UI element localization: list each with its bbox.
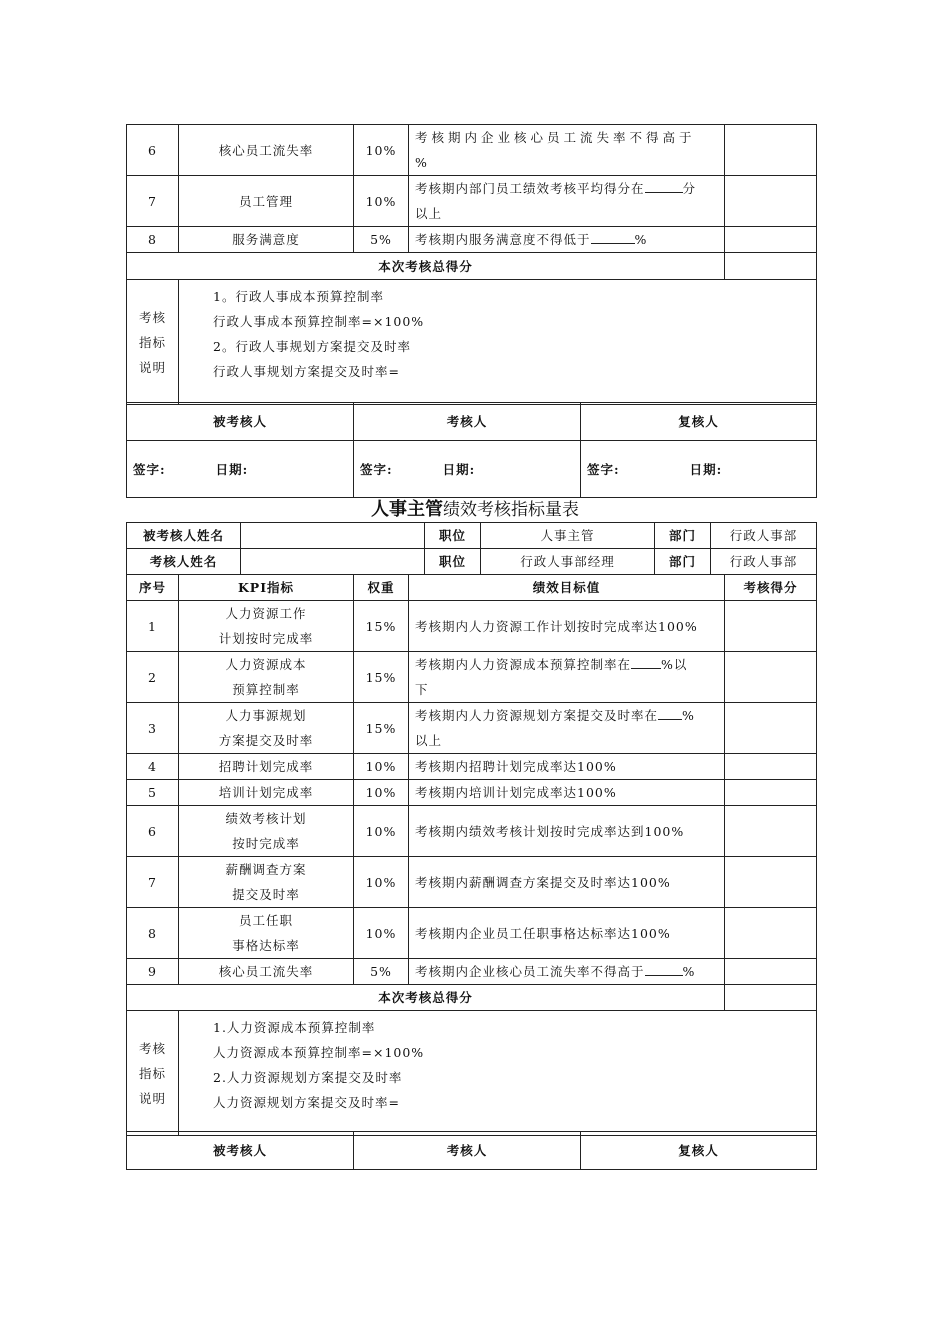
kpi-target: 考核期内培训计划完成率达100% xyxy=(409,780,725,806)
kpi-weight: 10% xyxy=(354,754,409,780)
signature-header-row xyxy=(127,403,817,441)
kpi-target: 考核期内人力资源规划方案提交及时率在 % 以上 xyxy=(409,703,725,754)
total-score-label: 本次考核总得分 xyxy=(127,985,725,1011)
table-row xyxy=(127,780,817,806)
kpi-target: 考核期内企业核心员工流失率不得高于 % xyxy=(409,959,725,985)
explanation-row xyxy=(127,1011,817,1136)
score-cell[interactable] xyxy=(725,703,817,754)
kpi-name: 服务满意度 xyxy=(179,227,354,253)
reviewer-header: 复核人 xyxy=(581,403,817,441)
row-number: 6 xyxy=(127,125,179,176)
assessee-signature[interactable]: 签字: 日期: xyxy=(127,441,354,498)
explanation-side-label: 考核 指标 说明 xyxy=(127,280,179,405)
kpi-weight: 5% xyxy=(354,959,409,985)
table-row xyxy=(127,806,817,857)
score-cell[interactable] xyxy=(725,754,817,780)
position-label: 职位 xyxy=(425,549,481,575)
explanation-line: 人力资源成本预算控制率=×100% xyxy=(213,1045,425,1060)
col-header-kpi: KPI指标 xyxy=(179,575,354,601)
kpi-table-continued xyxy=(126,124,817,405)
col-header-score: 考核得分 xyxy=(725,575,817,601)
score-cell[interactable] xyxy=(725,857,817,908)
kpi-header-row xyxy=(127,575,817,601)
score-cell[interactable] xyxy=(725,780,817,806)
kpi-target: 考核期内招聘计划完成率达100% xyxy=(409,754,725,780)
assessor-header: 考核人 xyxy=(354,403,581,441)
assessee-name-label: 被考核人姓名 xyxy=(127,523,241,549)
kpi-name: 核心员工流失率 xyxy=(179,125,354,176)
score-cell[interactable] xyxy=(725,908,817,959)
kpi-weight: 15% xyxy=(354,601,409,652)
form-title-role: 人事主管 xyxy=(371,499,443,520)
table-row xyxy=(127,703,817,754)
table-row xyxy=(127,227,817,253)
kpi-weight: 10% xyxy=(354,176,409,227)
score-cell[interactable] xyxy=(725,959,817,985)
department-value: 行政人事部 xyxy=(711,549,817,575)
kpi-target: 考核期内薪酬调查方案提交及时率达100% xyxy=(409,857,725,908)
reviewer-header: 复核人 xyxy=(581,1132,817,1170)
kpi-name: 人力资源成本 预算控制率 xyxy=(179,652,354,703)
kpi-target: 考核期内服务满意度不得低于 % xyxy=(409,227,725,253)
explanation-text xyxy=(179,1011,817,1136)
total-score-label: 本次考核总得分 xyxy=(127,253,725,280)
total-row xyxy=(127,985,817,1011)
table-row xyxy=(127,959,817,985)
info-row-assessee xyxy=(127,523,817,549)
table-row xyxy=(127,176,817,227)
fill-blank[interactable] xyxy=(631,656,661,669)
kpi-name: 人力资源工作 计划按时完成率 xyxy=(179,601,354,652)
signature-table-2 xyxy=(126,1131,817,1170)
explanation-line: 行政人事成本预算控制率=×100% xyxy=(213,314,425,329)
kpi-target: 考核期内企业核心员工流失率不得高于 % xyxy=(409,125,725,176)
row-number: 3 xyxy=(127,703,179,754)
col-header-no: 序号 xyxy=(127,575,179,601)
score-cell[interactable] xyxy=(725,601,817,652)
kpi-target: 考核期内绩效考核计划按时完成率达到100% xyxy=(409,806,725,857)
assessee-header: 被考核人 xyxy=(127,403,354,441)
row-number: 2 xyxy=(127,652,179,703)
kpi-name: 培训计划完成率 xyxy=(179,780,354,806)
kpi-weight: 10% xyxy=(354,806,409,857)
explanation-line: 2.人力资源规划方案提交及时率 xyxy=(213,1070,403,1085)
assessor-name-field[interactable] xyxy=(241,549,425,575)
kpi-weight: 15% xyxy=(354,703,409,754)
kpi-name: 招聘计划完成率 xyxy=(179,754,354,780)
table-row xyxy=(127,601,817,652)
row-number: 7 xyxy=(127,176,179,227)
row-number: 9 xyxy=(127,959,179,985)
row-number: 8 xyxy=(127,908,179,959)
score-cell[interactable] xyxy=(725,806,817,857)
table-row xyxy=(127,857,817,908)
kpi-target: 考核期内人力资源工作计划按时完成率达100% xyxy=(409,601,725,652)
score-cell[interactable] xyxy=(725,227,817,253)
score-cell[interactable] xyxy=(725,125,817,176)
kpi-weight: 10% xyxy=(354,908,409,959)
row-number: 6 xyxy=(127,806,179,857)
signature-table xyxy=(126,402,817,498)
assessor-header: 考核人 xyxy=(354,1132,581,1170)
department-label: 部门 xyxy=(655,549,711,575)
score-cell[interactable] xyxy=(725,652,817,703)
total-score-cell[interactable] xyxy=(725,253,817,280)
kpi-weight: 10% xyxy=(354,780,409,806)
kpi-weight: 10% xyxy=(354,125,409,176)
total-score-cell[interactable] xyxy=(725,985,817,1011)
fill-blank[interactable] xyxy=(645,180,683,193)
signature-row xyxy=(127,441,817,498)
position-value: 人事主管 xyxy=(481,523,655,549)
row-number: 7 xyxy=(127,857,179,908)
form-title-rest: 绩效考核指标量表 xyxy=(443,500,579,520)
fill-blank[interactable] xyxy=(658,707,682,720)
table-row xyxy=(127,125,817,176)
reviewer-signature[interactable]: 签字: 日期: xyxy=(581,441,817,498)
info-row-assessor xyxy=(127,549,817,575)
explanation-text xyxy=(179,280,817,405)
kpi-name: 绩效考核计划 按时完成率 xyxy=(179,806,354,857)
assessee-info-table xyxy=(126,522,817,575)
explanation-line: 2。行政人事规划方案提交及时率 xyxy=(213,339,411,354)
col-header-target: 绩效目标值 xyxy=(409,575,725,601)
total-row xyxy=(127,253,817,280)
kpi-name: 薪酬调查方案 提交及时率 xyxy=(179,857,354,908)
position-value: 行政人事部经理 xyxy=(481,549,655,575)
kpi-weight: 10% xyxy=(354,857,409,908)
table-row xyxy=(127,908,817,959)
assessor-signature[interactable]: 签字: 日期: xyxy=(354,441,581,498)
explanation-line: 行政人事规划方案提交及时率= xyxy=(213,364,400,379)
department-value: 行政人事部 xyxy=(711,523,817,549)
kpi-weight: 5% xyxy=(354,227,409,253)
row-number: 8 xyxy=(127,227,179,253)
table-row xyxy=(127,754,817,780)
fill-blank[interactable] xyxy=(645,963,683,976)
explanation-row xyxy=(127,280,817,405)
assessor-name-label: 考核人姓名 xyxy=(127,549,241,575)
explanation-line: 人力资源规划方案提交及时率= xyxy=(213,1095,400,1110)
assessee-name-field[interactable] xyxy=(241,523,425,549)
assessee-header: 被考核人 xyxy=(127,1132,354,1170)
row-number: 4 xyxy=(127,754,179,780)
table-row xyxy=(127,652,817,703)
col-header-weight: 权重 xyxy=(354,575,409,601)
score-cell[interactable] xyxy=(725,176,817,227)
explanation-line: 1。行政人事成本预算控制率 xyxy=(213,289,384,304)
row-number: 5 xyxy=(127,780,179,806)
form-title xyxy=(0,498,950,522)
explanation-line: 1.人力资源成本预算控制率 xyxy=(213,1020,376,1035)
explanation-side-label: 考核 指标 说明 xyxy=(127,1011,179,1136)
fill-blank[interactable] xyxy=(591,231,635,244)
kpi-name: 员工任职 事格达标率 xyxy=(179,908,354,959)
department-label: 部门 xyxy=(655,523,711,549)
kpi-target: 考核期内部门员工绩效考核平均得分在 分 以上 xyxy=(409,176,725,227)
kpi-table xyxy=(126,574,817,1136)
kpi-target: 考核期内人力资源成本预算控制率在 %以 下 xyxy=(409,652,725,703)
kpi-target: 考核期内企业员工任职事格达标率达100% xyxy=(409,908,725,959)
signature-header-row xyxy=(127,1132,817,1170)
kpi-name: 员工管理 xyxy=(179,176,354,227)
kpi-name: 人力事源规划 方案提交及时率 xyxy=(179,703,354,754)
position-label: 职位 xyxy=(425,523,481,549)
kpi-name: 核心员工流失率 xyxy=(179,959,354,985)
row-number: 1 xyxy=(127,601,179,652)
kpi-weight: 15% xyxy=(354,652,409,703)
